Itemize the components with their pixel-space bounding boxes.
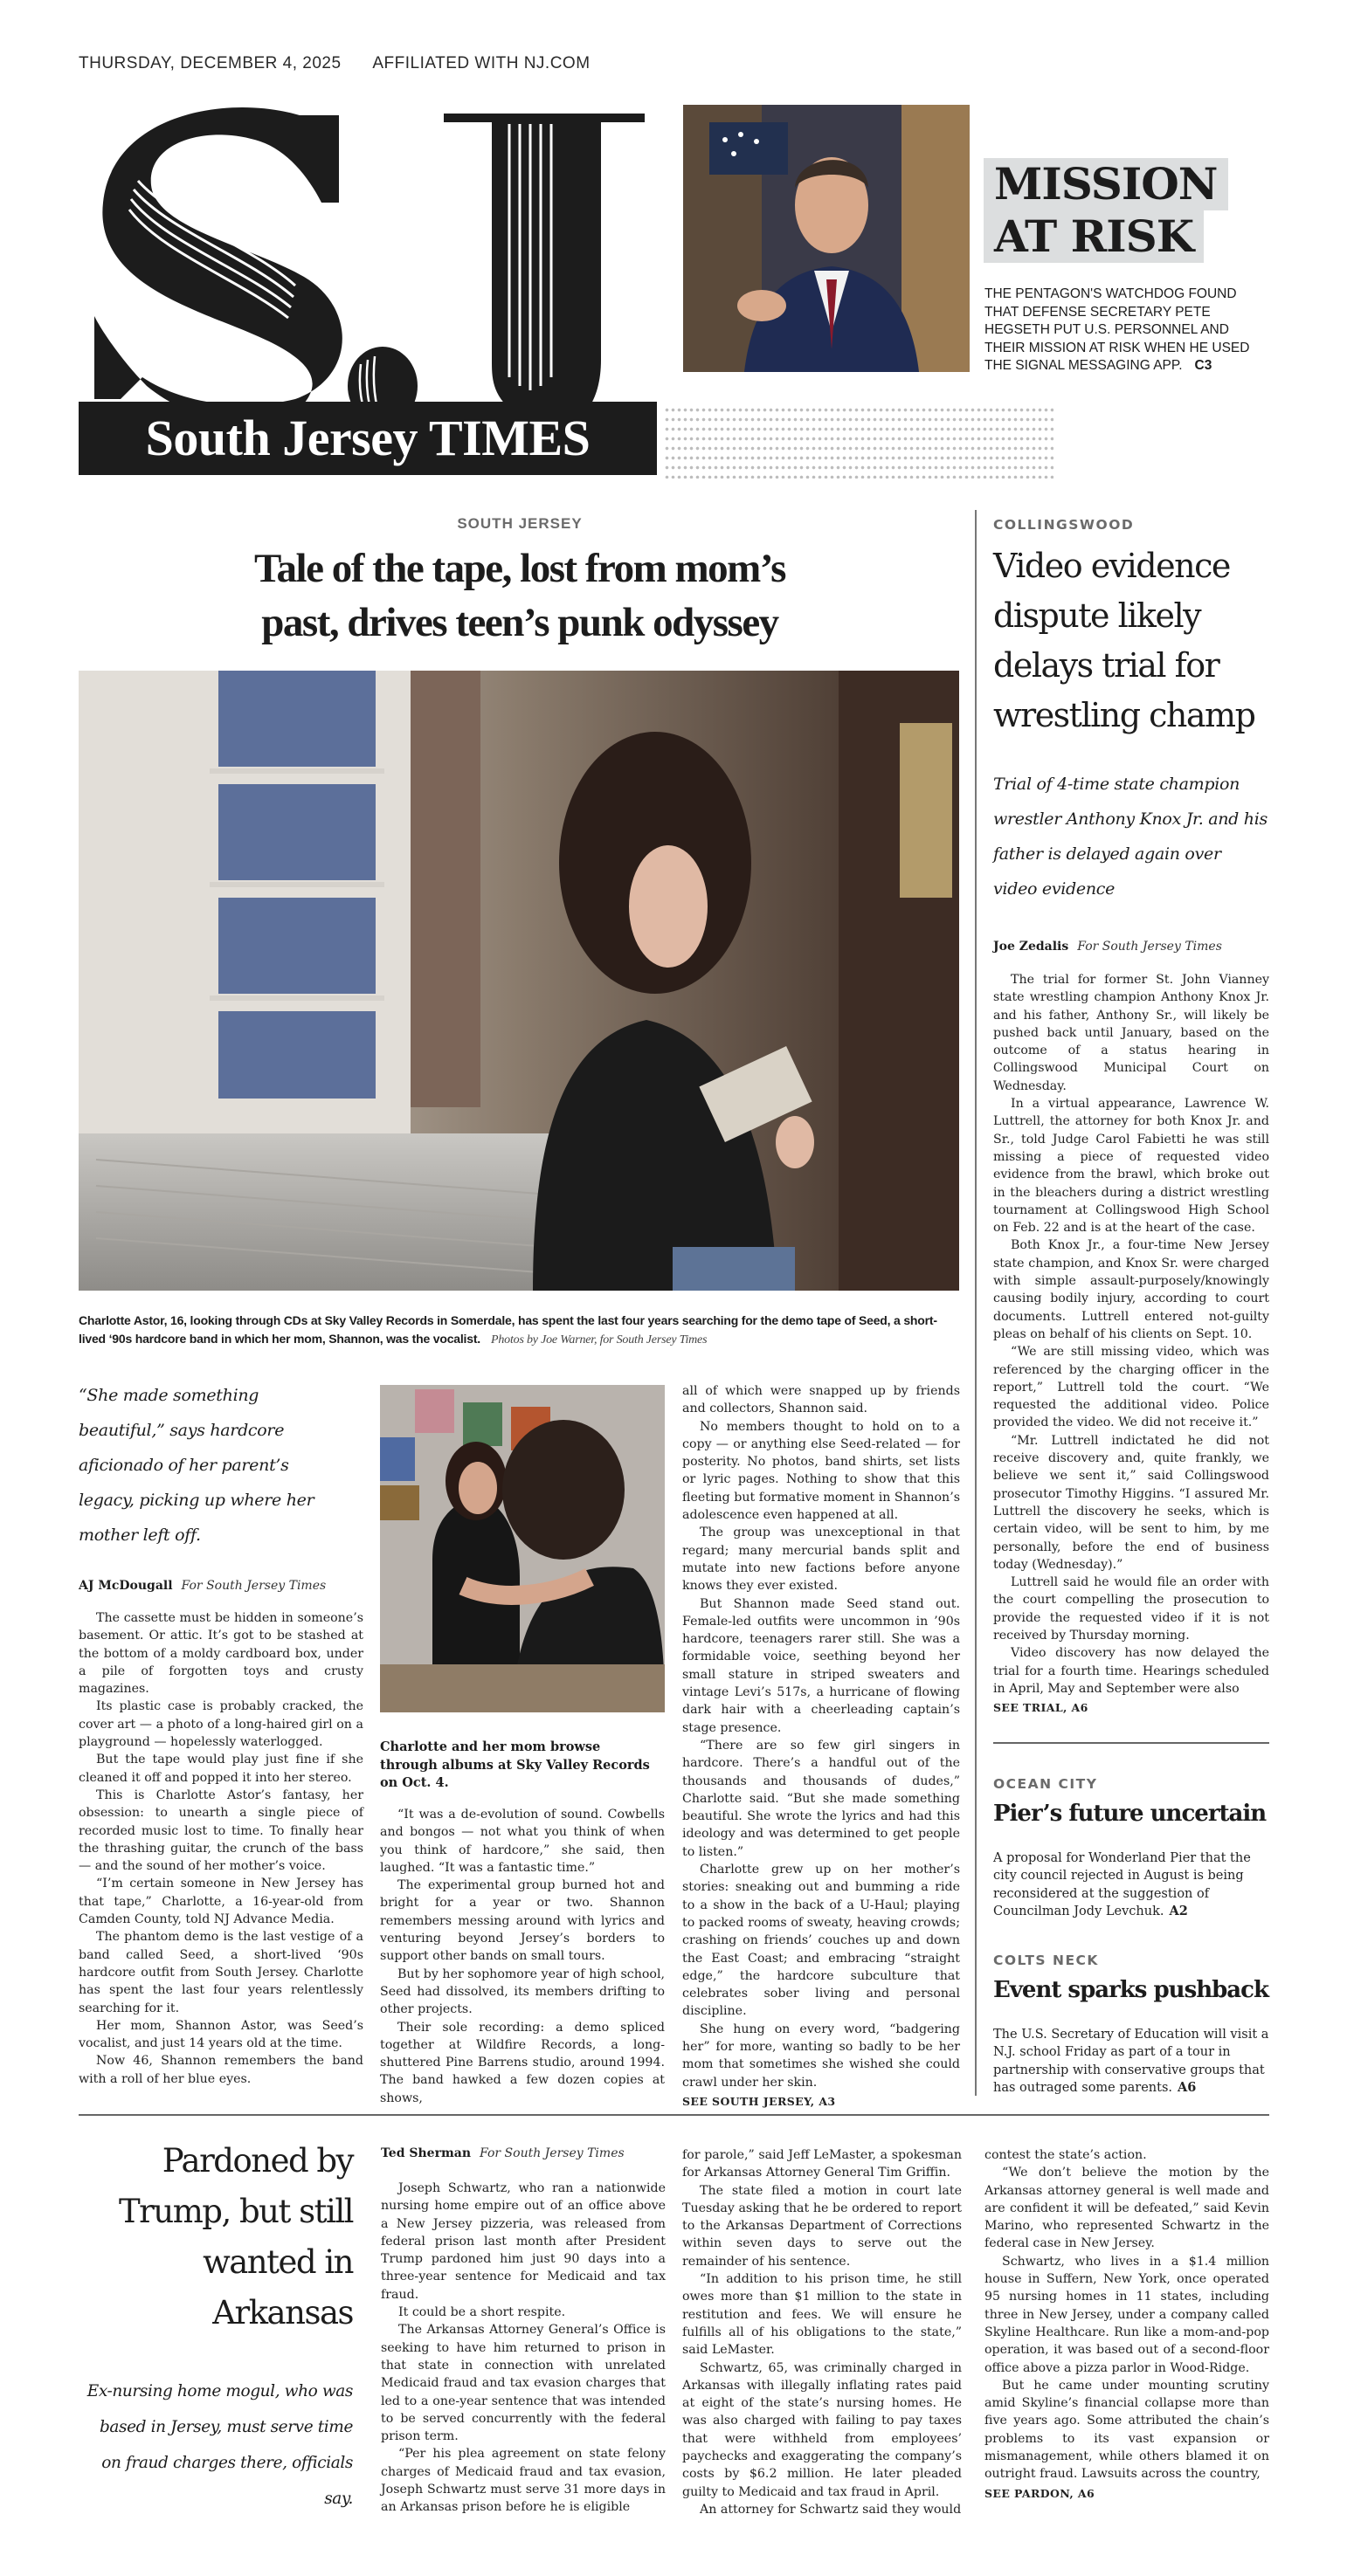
paragraph: Their sole recording: a demo spliced together at Wildfire Records, a long-shuttered Pine Barrens studio, around 1994. The band hawked a few dozen copies at shows, [380, 2020, 665, 2105]
paragraph: The trial for former St. John Vianney state wrestling champion Anthony Knox Jr. and his father, Anthony Sr., will likely be pushed back until January, based on the outcome of a status hearing in Collingswood Municipal Court on Wednesday. [993, 973, 1269, 1093]
affiliation[interactable]: AFFILIATED WITH NJ.COM [372, 54, 591, 72]
byline-org: For South Jersey Times [1077, 940, 1222, 954]
paragraph: The Arkansas Attorney General’s Office is seeking to have him returned to prison in that state in connection with unrelated Medicaid fraud and tax evasion charges that led to a one-year sentence that was intended to be served concurrently with the federal prison term. [381, 2323, 666, 2444]
paragraph: contest the state’s action. [984, 2148, 1147, 2162]
bottom-story-column-1 [381, 2180, 666, 2517]
paragraph: Luttrell said he would file an order with the court compelling the prosecution to provide the requested video if it is not received by Thursday morning. [993, 1575, 1269, 1643]
rail-story2-summary [993, 1849, 1269, 1920]
secondary-photo-caption: Charlotte and her mom browse through albums at Sky Valley Records on Oct. 4. [380, 1739, 650, 1790]
page-ref[interactable]: A6 [1178, 2079, 1197, 2095]
page-ref[interactable]: A2 [1169, 1903, 1188, 1918]
main-story-photo[interactable] [79, 671, 959, 1291]
rail-story1-headline[interactable]: Video evidence dispute likely delays trial for wrestling champ [993, 547, 1255, 734]
record-store-photo-illustration [79, 671, 959, 1291]
main-story-column-2 [380, 1806, 665, 2107]
byline-org: For South Jersey Times [480, 2146, 625, 2160]
caption-text: Charlotte Astor, 16, looking through CDs at Sky Valley Records in Somerdale, has spent the last four years searching for the demo tape of Seed, a short-lived ‘90s hardcore band in which her mom, Shannon, was the vocalist. [79, 1313, 937, 1346]
rail-divider [975, 510, 977, 2096]
paragraph: Video discovery has now delayed the trial for a fourth time. Hearings scheduled in April, May and September were also [993, 1646, 1269, 1696]
headline-line1: Tale of the tape, lost from mom’s [254, 546, 785, 591]
paragraph: It could be a short respite. [398, 2305, 566, 2320]
byline-author[interactable]: AJ McDougall [79, 1579, 173, 1593]
main-story-column-1 [79, 1609, 363, 2088]
byline-author[interactable]: Ted Sherman [381, 2146, 472, 2160]
promo-teaser [984, 286, 1273, 375]
promo-headline[interactable] [984, 158, 1228, 263]
main-story-column-3 [682, 1382, 960, 2111]
mother-daughter-photo-illustration [380, 1385, 665, 1712]
main-story-headline[interactable] [79, 541, 961, 650]
bottom-story-dek: Ex-nursing home mogul, who was based in Jersey, must serve time on fraud charges there, officials say. [86, 2382, 353, 2508]
paragraph: The state filed a motion in court late Tuesday asking that he be ordered to report to the Arkansas Department of Corrections within seven days to serve out the remainder of his sentence. [682, 2183, 962, 2269]
paragraph: The cassette must be hidden in someone’s basement. Or attic. It’s got to be stashed at the bottom of a moldy cardboard box, under a pile of forgotten toys and crusty magazines. [79, 1611, 363, 1697]
byline-org: For South Jersey Times [181, 1579, 327, 1593]
paragraph: An attorney for Schwartz said they would [700, 2502, 962, 2517]
decorative-dot-grid [664, 405, 1053, 479]
paragraph: “It was a de-evolution of sound. Cowbells and bongos — not what you think of when you think of hardcore,” she said, then laughed. “It was a fantastic time.” [380, 1808, 665, 1875]
rail-story2-kicker: OCEAN CITY [993, 1776, 1098, 1792]
headline-line2: past, drives teen’s punk odyssey [261, 600, 778, 645]
rail-story3-headline[interactable]: Event sparks pushback [993, 1977, 1268, 2003]
promo-text: THE PENTAGON'S WATCHDOG FOUND THAT DEFENSE SECRETARY PETE HEGSETH PUT U.S. PERSONNEL AND THEIR MISSION AT RISK WHEN HE USED THE SIGNAL MESSAGING APP. [984, 286, 1250, 373]
paragraph: “I’m certain someone in New Jersey has that tape,” Charlotte, a 16-year-old from Camden County, told NJ Advance Media. [79, 1877, 363, 1927]
jump-link-south-jersey[interactable]: SEE SOUTH JERSEY, A3 [682, 2094, 836, 2108]
paragraph: Joseph Schwartz, who ran a nationwide nursing home empire out of an office above a New Jersey pizzeria, was released from federal prison last month after President Trump pardoned him just 90 days into a three-year sentence for Medicaid and tax fraud. [381, 2181, 666, 2302]
rail-story3-kicker: COLTS NECK [993, 1953, 1099, 1968]
paragraph: Charlotte grew up on her mother’s stories: sneaking out and bumming a ride to a show in the back of a U-Haul; playing to packed rooms of sweaty, heaving crowds; crashing on friends’ couches up and down the East Coast; and embracing “straight edge,” the hardcore subculture that celebrates sober living and personal discipline. [682, 1863, 960, 2019]
rail-section-divider [993, 1742, 1269, 1744]
paragraph: This is Charlotte Astor’s fantasy, her obsession: to unearth a single piece of recorded music lost to time. To finally hear the thrashing guitar, the crunch of the bass — and the sound of her mother’s voice. [79, 1787, 363, 1874]
paragraph: Now 46, Shannon remembers the band with a roll of her blue eyes. [79, 2054, 363, 2086]
jump-link-pardon[interactable]: SEE PARDON, A6 [984, 2486, 1095, 2500]
issue-date: THURSDAY, DECEMBER 4, 2025 [79, 54, 342, 72]
paragraph: But by her sophomore year of high school, Seed had dissolved, its members drifting to other projects. [380, 1966, 665, 2017]
paragraph: But Shannon made Seed stand out. Female-led outfits were uncommon in ’90s hardcore, teenagers rarer still. She was a formidable voice, seething beyond her small stature in striped sweaters and vintage Levi’s 517s, a hurricane of flowing dark hair with a cheerleading captain’s stage presence. [682, 1596, 960, 1735]
bottom-section-divider [79, 2114, 1269, 2116]
rail-story3-summary [993, 2026, 1269, 2097]
bottom-story-column-2 [682, 2146, 962, 2518]
paragraph: for parole,” said Jeff LeMaster, a spokesman for Arkansas Attorney General Tim Griffin. [682, 2148, 962, 2180]
rail-story1-kicker: COLLINGSWOOD [993, 517, 1135, 533]
paragraph: But he came under mounting scrutiny amid Skyline’s financial collapse more than five years ago. Some attributed the chain’s problems to its vast expansion or mismanagement, while others blamed it on outright fraud. Lawsuits across the country, [984, 2378, 1269, 2482]
paragraph: The phantom demo is the last vestige of a band called Seed, a short-lived ‘90s hardcore outfit from South Jersey. Charlotte has spent the last four years relentlessly searching for it. [79, 1930, 363, 2015]
paragraph: Schwartz, 65, was criminally charged in Arkansas with illegally inflating rates paid at eight of the state’s nursing homes. He was also charged with failing to pay taxes that were withheld from employees’ paychecks and exaggerating the company’s costs by $6.2 million. He later pleaded guilty to Medicaid and tax fraud in April. [682, 2360, 962, 2499]
paragraph: But the tape would play just fine if she cleaned it off and popped it into her stereo. [79, 1753, 363, 1785]
rail-story1-byline [993, 940, 1269, 954]
rail-story1-dek: Trial of 4-time state champion wrestler Anthony Knox Jr. and his father is delayed again over video evidence [993, 775, 1268, 899]
summary-text: A proposal for Wonderland Pier that the city council rejected in August is being reconsidered at the suggestion of Councilman Jody Levchuk. [993, 1851, 1251, 1918]
paragraph: She hung on every word, “badgering her” for more, wanting so badly to be her mom that sometimes she wished she could crawl under her skin. [682, 2022, 960, 2090]
paragraph: In a virtual appearance, Lawrence W. Luttrell, the attorney for both Knox Jr. and Sr., told Judge Carol Fabietti he was still missing a piece of requested video evidence from the brawl, which broke out in the bleachers during a district wrestling tournament at Collingswood High School on Feb. 22 and is at the heart of the case. [993, 1097, 1269, 1236]
byline-author[interactable]: Joe Zedalis [993, 940, 1069, 954]
rail-story2-headline[interactable]: Pier’s future uncertain [993, 1801, 1267, 1827]
paragraph: “Per his plea agreement on state felony charges of Medicaid fraud and tax evasion, Joseph Schwartz must serve 31 more days in an Arkansas prison before he is eligible [381, 2447, 666, 2515]
jump-link-trial[interactable]: SEE TRIAL, A6 [993, 1701, 1088, 1715]
promo-photo[interactable] [683, 105, 970, 372]
bottom-story-byline [381, 2146, 625, 2160]
hegseth-photo-illustration [683, 105, 970, 372]
main-story-kicker: SOUTH JERSEY [457, 515, 583, 532]
rail-story1-body [993, 971, 1269, 1717]
dateline [79, 54, 591, 73]
promo-title-line1: MISSION [984, 158, 1228, 210]
main-photo-caption [79, 1312, 963, 1349]
main-byline [79, 1579, 326, 1593]
paragraph: Its plastic case is probably cracked, the cover art — a photo of a long-haired girl on a playground — hopelessly waterlogged. [79, 1699, 363, 1750]
paragraph: “We are still missing video, which was referenced by the charging officer in the report,” Luttrell told the court. “We requested the additional video. Police provided the video. We did not receive it.” [993, 1345, 1269, 1430]
masthead-nameplate[interactable]: South Jersey TIMES [79, 402, 657, 475]
paragraph: Schwartz, who lives in a $1.4 million house in Suffern, New York, once operated 95 nursing homes in 11 states, including three in New Jersey, under a company called Skyline Healthcare. Run like a mom-and-pop operation, it was based out of a second-floor office above a pizza parlor in Wood-Ridge. [984, 2254, 1269, 2375]
summary-text: The U.S. Secretary of Education will visit a N.J. school Friday as part of a tour in partnership with conservative groups that has outraged some parents. [993, 2028, 1269, 2095]
paragraph: The experimental group burned hot and bright for a year or two. Shannon remembers messing around with lyrics and venturing beyond Jersey’s borders to support other bands on small tours. [380, 1878, 665, 1964]
bottom-story-column-3 [984, 2146, 1269, 2503]
paragraph: all of which were snapped up by friends and collectors, Shannon said. [682, 1384, 960, 1416]
promo-page-ref[interactable]: C3 [1194, 358, 1212, 373]
promo-title-line2: AT RISK [984, 210, 1204, 263]
paragraph: Both Knox Jr., a four-time New Jersey state champion, and Knox Sr. were charged with simple assault-purposely/knowingly causing bodily injury, according to court documents. Luttrell entered not-guilty pleas on behalf of his clients on Sept. 10. [993, 1238, 1269, 1341]
paragraph: “We don’t believe the motion by the Arkansas attorney general is well made and are confident it will be defeated,” said Kevin Marino, who represented Schwartz in the federal case in New Jersey. [984, 2166, 1269, 2251]
paragraph: “There are so few girl singers in hardcore. There’s a handful out of the thousands and thousands of dudes,” Charlotte said. “But she made something beautiful. She wrote the lyrics and had this ideology and was determined to get people to listen.” [682, 1738, 960, 1859]
paragraph: “In addition to his prison time, he still owes more than $1 million to the state in restitution and fees. We will ensure he fulfills all of his obligations to the state,” said LeMaster. [682, 2272, 962, 2358]
pull-quote: “She made something beautiful,” says hardcore aficionado of her parent’s legacy, picking up where her mother left off. [79, 1386, 314, 1545]
paragraph: “Mr. Luttrell indictated he did not receive discovery and, quite frankly, we believe we sent it,” said Collingswood prosecutor Timothy Higgins. “I assured Mr. Luttrell the discovery he seeks, which is certain video, will be sent to him, by me personally, before the end of business today (Wednesday).” [993, 1433, 1269, 1572]
paragraph: No members thought to hold on to a copy — or anything else Seed-related — for posterity. No photos, band shirts, set lists or lyric pages. Nothing to show that this fleeting but formative moment in Shannon’s adolescence even happened at all. [682, 1419, 960, 1523]
secondary-photo[interactable] [380, 1385, 665, 1712]
paragraph: Her mom, Shannon Astor, was Seed’s vocalist, and just 14 years old at the time. [79, 2018, 363, 2051]
paragraph: The group was unexceptional in that regard; many mercurial bands split and mutate into new factions before anyone knows they ever existed. [682, 1526, 960, 1594]
photo-credit: Photos by Joe Warner, for South Jersey Times [491, 1333, 708, 1347]
bottom-story-headline[interactable]: Pardoned by Trump, but still wanted in Arkansas [119, 2142, 353, 2331]
